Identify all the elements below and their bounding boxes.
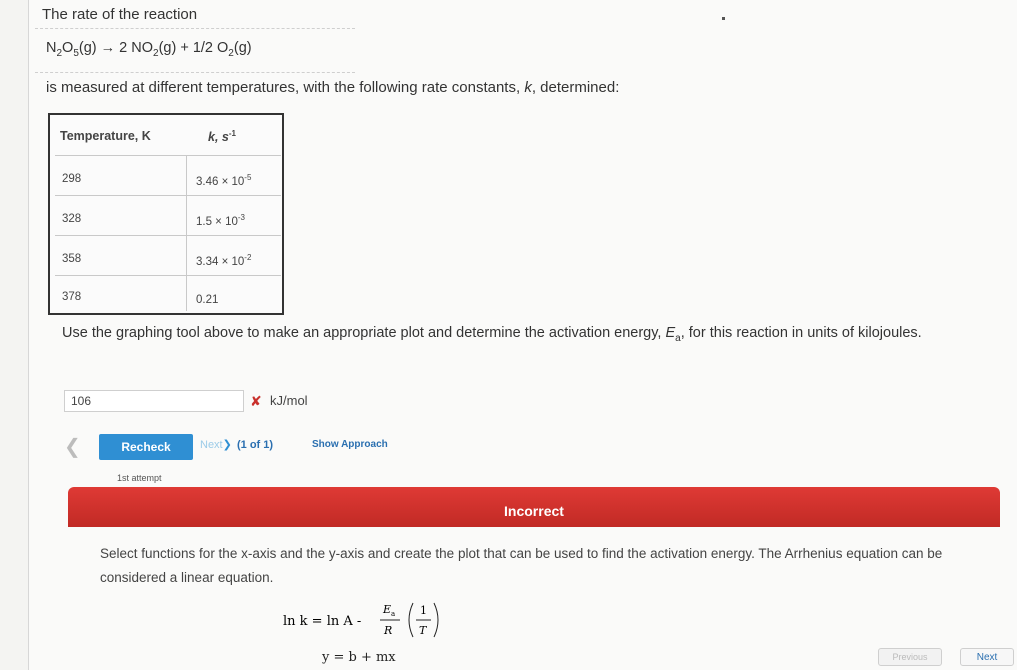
inverse-numerator: 1 — [420, 604, 427, 617]
arrhenius-formula — [283, 597, 453, 641]
reaction-equation: $N_2O_5(g) \to 2$ $NO_2(g) + 1/2$ $O_2(g)$ — [46, 40, 252, 59]
table-cell-temp: 328 — [62, 213, 82, 225]
back-chevron-icon[interactable]: ❮ — [64, 436, 81, 458]
answer-input[interactable] — [64, 390, 244, 412]
table-cell-k: $3.46 \times 10^{-5}$ — [196, 173, 252, 188]
table-rule — [186, 155, 187, 311]
table-cell-k: $3.34 \times 10^{-2}$ — [196, 253, 252, 268]
inverse-denominator: T — [419, 624, 427, 637]
table-cell-temp: 298 — [62, 173, 82, 185]
table-rule — [55, 235, 281, 236]
chevron-right-icon: ❯ — [222, 439, 232, 451]
arrhenius-left: ln k = ln A - — [283, 614, 362, 629]
stray-dot — [722, 17, 725, 20]
arrhenius-equation — [283, 597, 453, 641]
question-text: Use the graphing tool above to make an appropriate plot and determine the activation energy, $E_a$, for this reaction in units of kilojoules. — [62, 325, 922, 344]
left-paren — [409, 603, 413, 637]
fraction-numerator: E — [383, 603, 392, 616]
problem-intro: The rate of the reaction — [42, 6, 198, 23]
incorrect-title: Incorrect — [504, 503, 564, 519]
column-header-k: k, $s^{-1}$ — [208, 129, 236, 145]
measured-text: is measured at different temperatures, with the following rate constants, k, determined: — [46, 79, 620, 96]
table-rule — [55, 155, 281, 156]
show-approach-link[interactable]: Show Approach — [312, 439, 388, 450]
answer-unit: kJ/mol — [270, 393, 308, 408]
incorrect-x-icon: ✘ — [250, 393, 262, 409]
divider — [35, 28, 355, 29]
fraction-denominator: R — [384, 624, 393, 637]
right-paren — [434, 603, 438, 637]
previous-button[interactable]: Previous — [878, 648, 942, 666]
table-rule — [55, 275, 281, 276]
table-cell-k: 0.21 — [196, 293, 219, 306]
fraction-numerator-sub: a — [391, 610, 396, 618]
next-button[interactable]: Next — [960, 648, 1014, 666]
table-rule — [55, 195, 281, 196]
incorrect-banner — [68, 487, 1000, 527]
column-header-temperature: Temperature, K — [60, 129, 151, 143]
divider — [35, 72, 355, 73]
table-cell-k: $1.5 \times 10^{-3}$ — [196, 213, 246, 228]
attempt-counter: (1 of 1) — [237, 439, 274, 451]
rate-constant-table — [48, 113, 284, 315]
next-link[interactable]: Next❯ — [200, 439, 232, 451]
linear-equation: y = b + mx — [322, 650, 396, 665]
table-cell-temp: 378 — [62, 291, 82, 303]
feedback-text: Select functions for the x-axis and the y-axis and create the plot that can be used to find the activation energy. The Arrhenius equation can be considered a linear equation. — [100, 546, 943, 585]
attempt-label: 1st attempt — [117, 473, 162, 483]
table-cell-temp: 358 — [62, 253, 82, 265]
recheck-button[interactable]: Recheck — [99, 434, 193, 460]
